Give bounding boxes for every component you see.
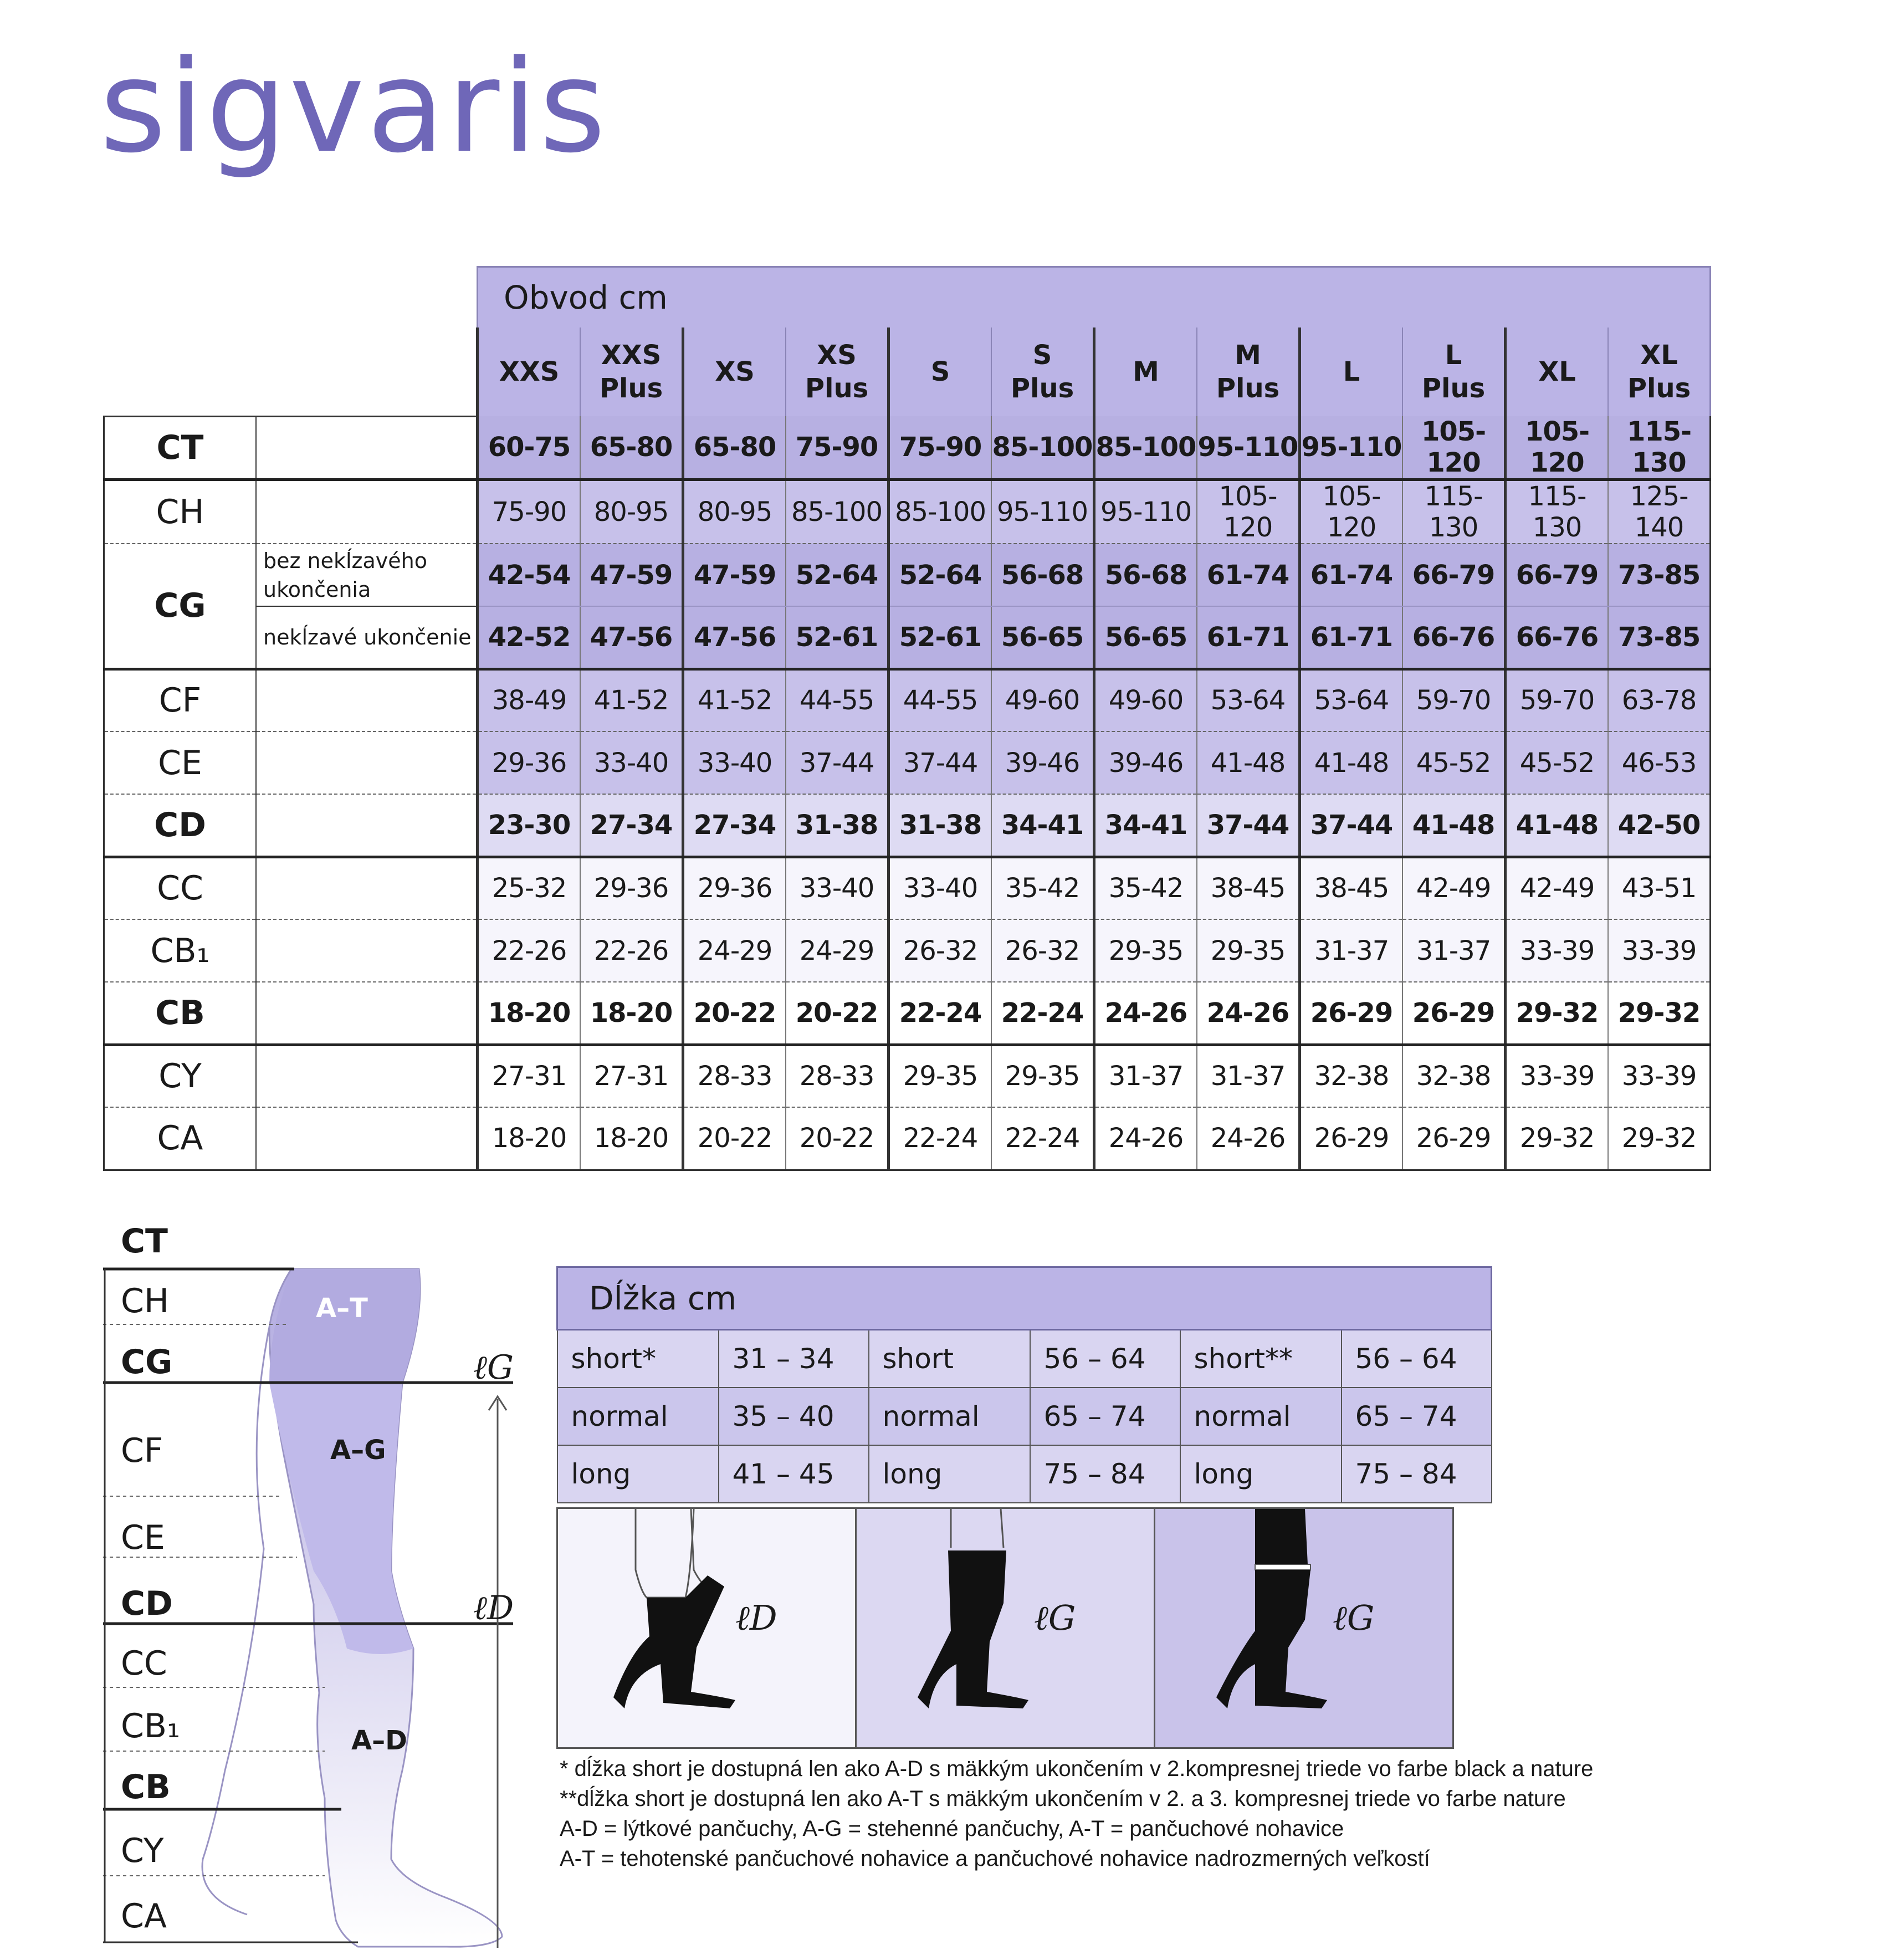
size-value: 63-78 <box>1608 669 1711 731</box>
circumference-row <box>104 544 1711 606</box>
circumference-row <box>104 857 1711 919</box>
size-value: 38-45 <box>1197 857 1300 919</box>
footnote: A-T = tehotenské pančuchové nohavice a pančuchové nohavice nadrozmerných veľkostí <box>560 1846 1430 1871</box>
size-value: 26-29 <box>1300 982 1403 1045</box>
size-value: 65-80 <box>580 416 683 480</box>
size-value: 49-60 <box>1094 669 1197 731</box>
size-value: 105-120 <box>1300 480 1403 544</box>
size-value: 73-85 <box>1608 544 1711 606</box>
circumference-row <box>104 1045 1711 1107</box>
size-value: 46-53 <box>1608 731 1711 794</box>
leg-label-ct: CT <box>121 1222 168 1261</box>
size-value: 18-20 <box>580 982 683 1045</box>
circumference-table <box>103 266 1711 1171</box>
size-value: 26-32 <box>991 919 1094 982</box>
size-value: 45-52 <box>1402 731 1506 794</box>
size-value: 47-56 <box>580 606 683 669</box>
row-sublabel <box>256 794 478 857</box>
size-value: 22-24 <box>991 982 1094 1045</box>
size-value: 29-35 <box>889 1045 992 1107</box>
size-value: 115-130 <box>1608 416 1711 480</box>
size-value: 125-140 <box>1608 480 1711 544</box>
leg-label-cd: CD <box>121 1584 173 1623</box>
leg-label-cc: CC <box>121 1644 167 1683</box>
length-cell: 65 – 74 <box>1030 1388 1180 1445</box>
size-value: 53-64 <box>1197 669 1300 731</box>
size-value: 65-80 <box>683 416 786 480</box>
size-value: 42-49 <box>1506 857 1609 919</box>
picture-label-lg-2: ℓG <box>1333 1598 1375 1638</box>
length-cell: 35 – 40 <box>719 1388 869 1445</box>
size-value: 66-76 <box>1402 606 1506 669</box>
circumference-row <box>104 606 1711 669</box>
length-cell: normal <box>1180 1388 1342 1445</box>
size-value: 32-38 <box>1402 1045 1506 1107</box>
size-value: 33-40 <box>580 731 683 794</box>
size-value: 61-71 <box>1197 606 1300 669</box>
circumference-row <box>104 919 1711 982</box>
row-label: CB <box>104 982 257 1045</box>
size-value: 33-40 <box>889 857 992 919</box>
size-value: 59-70 <box>1402 669 1506 731</box>
size-header: XS Plus <box>786 327 889 416</box>
length-cell: 31 – 34 <box>719 1330 869 1388</box>
size-value: 38-45 <box>1300 857 1403 919</box>
size-value: 115-130 <box>1402 480 1506 544</box>
leg-label-cg: CG <box>121 1343 173 1381</box>
size-value: 29-32 <box>1608 982 1711 1045</box>
row-sublabel: nekĺzavé ukončenie <box>256 606 478 669</box>
size-value: 44-55 <box>786 669 889 731</box>
size-value: 59-70 <box>1506 669 1609 731</box>
picture-label-ld: ℓD <box>735 1598 777 1638</box>
footnote: A-D = lýtkové pančuchy, A-G = stehenné pančuchy, A-T = pančuchové nohavice <box>560 1816 1344 1841</box>
size-value: 105-120 <box>1506 416 1609 480</box>
size-value: 24-26 <box>1197 982 1300 1045</box>
circumference-row <box>104 1107 1711 1170</box>
leg-label-ca: CA <box>121 1897 167 1936</box>
length-row <box>557 1330 1492 1388</box>
size-header: L Plus <box>1402 327 1506 416</box>
size-value: 29-36 <box>683 857 786 919</box>
size-value: 80-95 <box>683 480 786 544</box>
size-value: 25-32 <box>478 857 581 919</box>
size-value: 39-46 <box>1094 731 1197 794</box>
row-label: CG <box>104 544 257 669</box>
size-value: 75-90 <box>478 480 581 544</box>
size-header: XL <box>1506 327 1609 416</box>
length-table <box>556 1266 1492 1503</box>
size-value: 75-90 <box>786 416 889 480</box>
size-value: 31-37 <box>1402 919 1506 982</box>
size-value: 27-31 <box>580 1045 683 1107</box>
ld-marker: ℓD <box>473 1589 514 1628</box>
size-value: 33-39 <box>1608 1045 1711 1107</box>
picture-label-lg: ℓG <box>1034 1598 1076 1638</box>
size-value: 29-35 <box>1197 919 1300 982</box>
size-value: 29-32 <box>1506 1107 1609 1170</box>
row-sublabel <box>256 669 478 731</box>
size-value: 42-50 <box>1608 794 1711 857</box>
size-value: 95-110 <box>991 480 1094 544</box>
leg-label-ce: CE <box>121 1518 165 1557</box>
size-value: 24-29 <box>683 919 786 982</box>
length-cell: short <box>869 1330 1030 1388</box>
size-value: 47-56 <box>683 606 786 669</box>
size-value: 41-48 <box>1402 794 1506 857</box>
size-value: 31-37 <box>1094 1045 1197 1107</box>
size-value: 66-79 <box>1402 544 1506 606</box>
length-cell: short** <box>1180 1330 1342 1388</box>
size-value: 85-100 <box>1094 416 1197 480</box>
size-value: 29-32 <box>1608 1107 1711 1170</box>
size-value: 29-36 <box>478 731 581 794</box>
leg-labels <box>103 1216 513 1942</box>
length-cell: 41 – 45 <box>719 1445 869 1503</box>
size-value: 26-29 <box>1402 1107 1506 1170</box>
size-value: 41-48 <box>1197 731 1300 794</box>
row-sublabel <box>256 480 478 544</box>
size-value: 56-65 <box>1094 606 1197 669</box>
size-value: 80-95 <box>580 480 683 544</box>
size-value: 95-110 <box>1197 416 1300 480</box>
length-cell: short* <box>557 1330 719 1388</box>
size-value: 18-20 <box>478 1107 581 1170</box>
size-value: 26-32 <box>889 919 992 982</box>
picture-thigh-stocking <box>857 1509 1155 1747</box>
circumference-row <box>104 794 1711 857</box>
size-header: XL Plus <box>1608 327 1711 416</box>
size-value: 33-39 <box>1608 919 1711 982</box>
leg-label-ch: CH <box>121 1282 170 1321</box>
size-header: S <box>889 327 992 416</box>
size-value: 34-41 <box>991 794 1094 857</box>
size-value: 27-34 <box>683 794 786 857</box>
row-label: CA <box>104 1107 257 1170</box>
size-value: 56-68 <box>1094 544 1197 606</box>
length-cell: 75 – 84 <box>1342 1445 1492 1503</box>
size-value: 24-26 <box>1094 982 1197 1045</box>
size-value: 42-52 <box>478 606 581 669</box>
length-row <box>557 1445 1492 1503</box>
leg-label-cy: CY <box>121 1831 164 1870</box>
size-value: 37-44 <box>1197 794 1300 857</box>
row-label: CF <box>104 669 257 731</box>
footnotes <box>560 1754 1593 1874</box>
size-value: 29-35 <box>991 1045 1094 1107</box>
size-value: 95-110 <box>1300 416 1403 480</box>
size-value: 33-39 <box>1506 919 1609 982</box>
size-value: 26-29 <box>1300 1107 1403 1170</box>
circumference-row <box>104 669 1711 731</box>
size-value: 24-26 <box>1197 1107 1300 1170</box>
footnote: * dĺžka short je dostupná len ako A-D s mäkkým ukončením v 2.kompresnej triede vo farbe black a nature <box>560 1757 1594 1781</box>
size-value: 85-100 <box>991 416 1094 480</box>
circumference-row <box>104 731 1711 794</box>
size-value: 29-32 <box>1506 982 1609 1045</box>
size-value: 24-29 <box>786 919 889 982</box>
size-value: 49-60 <box>991 669 1094 731</box>
size-value: 44-55 <box>889 669 992 731</box>
size-value: 75-90 <box>889 416 992 480</box>
length-cell: 56 – 64 <box>1030 1330 1180 1388</box>
size-value: 37-44 <box>889 731 992 794</box>
size-header: M <box>1094 327 1197 416</box>
size-value: 39-46 <box>991 731 1094 794</box>
size-value: 115-130 <box>1506 480 1609 544</box>
row-sublabel <box>256 731 478 794</box>
size-value: 35-42 <box>1094 857 1197 919</box>
row-sublabel <box>256 982 478 1045</box>
size-value: 56-68 <box>991 544 1094 606</box>
size-value: 31-37 <box>1197 1045 1300 1107</box>
size-value: 52-61 <box>786 606 889 669</box>
circumference-row <box>104 416 1711 480</box>
size-value: 85-100 <box>889 480 992 544</box>
circumference-row <box>104 982 1711 1045</box>
size-header: XS <box>683 327 786 416</box>
size-value: 33-40 <box>683 731 786 794</box>
size-value: 95-110 <box>1094 480 1197 544</box>
row-sublabel <box>256 416 478 480</box>
size-value: 43-51 <box>1608 857 1711 919</box>
length-row <box>557 1388 1492 1445</box>
row-label: CD <box>104 794 257 857</box>
size-value: 29-36 <box>580 857 683 919</box>
size-value: 31-38 <box>889 794 992 857</box>
size-value: 28-33 <box>683 1045 786 1107</box>
size-value: 105-120 <box>1402 416 1506 480</box>
size-header: XXS Plus <box>580 327 683 416</box>
size-value: 52-64 <box>786 544 889 606</box>
size-value: 37-44 <box>1300 794 1403 857</box>
length-cell: long <box>557 1445 719 1503</box>
size-value: 105-120 <box>1197 480 1300 544</box>
length-cell: 75 – 84 <box>1030 1445 1180 1503</box>
size-header: XXS <box>478 327 581 416</box>
length-cell: normal <box>557 1388 719 1445</box>
size-value: 28-33 <box>786 1045 889 1107</box>
size-value: 60-75 <box>478 416 581 480</box>
leg-label-cb1: CB₁ <box>121 1707 181 1746</box>
size-value: 33-40 <box>786 857 889 919</box>
size-header: S Plus <box>991 327 1094 416</box>
row-sublabel <box>256 857 478 919</box>
size-value: 20-22 <box>683 1107 786 1170</box>
size-value: 37-44 <box>786 731 889 794</box>
row-sublabel <box>256 1107 478 1170</box>
zone-at: A–T <box>316 1293 368 1324</box>
size-value: 73-85 <box>1608 606 1711 669</box>
size-value: 18-20 <box>580 1107 683 1170</box>
row-label: CC <box>104 857 257 919</box>
size-value: 61-71 <box>1300 606 1403 669</box>
size-value: 31-38 <box>786 794 889 857</box>
size-value: 47-59 <box>683 544 786 606</box>
footnote: **dĺžka short je dostupná len ako A-T s mäkkým ukončením v 2. a 3. kompresnej triede vo farbe nature <box>560 1787 1566 1811</box>
picture-pantyhose <box>1155 1509 1452 1747</box>
row-label: CB₁ <box>104 919 257 982</box>
size-value: 22-24 <box>889 982 992 1045</box>
circumference-title: Obvod cm <box>478 267 1711 328</box>
size-header: L <box>1300 327 1403 416</box>
size-value: 23-30 <box>478 794 581 857</box>
size-value: 22-26 <box>580 919 683 982</box>
row-sublabel: bez nekĺzavého ukončenia <box>256 544 478 606</box>
size-value: 41-52 <box>683 669 786 731</box>
size-value: 20-22 <box>683 982 786 1045</box>
picture-calf-stocking <box>558 1509 857 1747</box>
row-label: CE <box>104 731 257 794</box>
size-value: 52-64 <box>889 544 992 606</box>
size-value: 20-22 <box>786 982 889 1045</box>
size-value: 27-31 <box>478 1045 581 1107</box>
size-value: 35-42 <box>991 857 1094 919</box>
row-label: CH <box>104 480 257 544</box>
size-value: 26-29 <box>1402 982 1506 1045</box>
size-value: 66-79 <box>1506 544 1609 606</box>
size-value: 32-38 <box>1300 1045 1403 1107</box>
length-cell: 56 – 64 <box>1342 1330 1492 1388</box>
size-header: M Plus <box>1197 327 1300 416</box>
circumference-row <box>104 480 1711 544</box>
size-value: 38-49 <box>478 669 581 731</box>
size-value: 53-64 <box>1300 669 1403 731</box>
size-value: 31-37 <box>1300 919 1403 982</box>
size-value: 42-54 <box>478 544 581 606</box>
length-cell: long <box>869 1445 1030 1503</box>
length-cell: 65 – 74 <box>1342 1388 1492 1445</box>
size-value: 47-59 <box>580 544 683 606</box>
length-cell: long <box>1180 1445 1342 1503</box>
size-value: 85-100 <box>786 480 889 544</box>
size-value: 34-41 <box>1094 794 1197 857</box>
size-value: 18-20 <box>478 982 581 1045</box>
stocking-pictures <box>556 1507 1454 1749</box>
length-title: Dĺžka cm <box>557 1267 1492 1330</box>
size-value: 29-35 <box>1094 919 1197 982</box>
leg-label-cf: CF <box>121 1431 163 1470</box>
leg-label-cb: CB <box>121 1768 171 1807</box>
size-value: 42-49 <box>1402 857 1506 919</box>
size-value: 22-24 <box>889 1107 992 1170</box>
size-value: 27-34 <box>580 794 683 857</box>
size-value: 33-39 <box>1506 1045 1609 1107</box>
size-value: 61-74 <box>1300 544 1403 606</box>
row-label: CY <box>104 1045 257 1107</box>
size-value: 56-65 <box>991 606 1094 669</box>
size-value: 41-52 <box>580 669 683 731</box>
row-sublabel <box>256 919 478 982</box>
size-value: 20-22 <box>786 1107 889 1170</box>
size-value: 52-61 <box>889 606 992 669</box>
row-label: CT <box>104 416 257 480</box>
size-value: 66-76 <box>1506 606 1609 669</box>
size-value: 24-26 <box>1094 1107 1197 1170</box>
size-value: 61-74 <box>1197 544 1300 606</box>
lg-marker: ℓG <box>473 1348 514 1387</box>
zone-ad: A–D <box>351 1725 407 1756</box>
row-sublabel <box>256 1045 478 1107</box>
zone-ag: A–G <box>330 1435 386 1466</box>
length-cell: normal <box>869 1388 1030 1445</box>
size-value: 45-52 <box>1506 731 1609 794</box>
size-value: 22-24 <box>991 1107 1094 1170</box>
size-value: 41-48 <box>1300 731 1403 794</box>
size-value: 41-48 <box>1506 794 1609 857</box>
brand-logo: sigvaris <box>100 33 608 181</box>
size-value: 22-26 <box>478 919 581 982</box>
